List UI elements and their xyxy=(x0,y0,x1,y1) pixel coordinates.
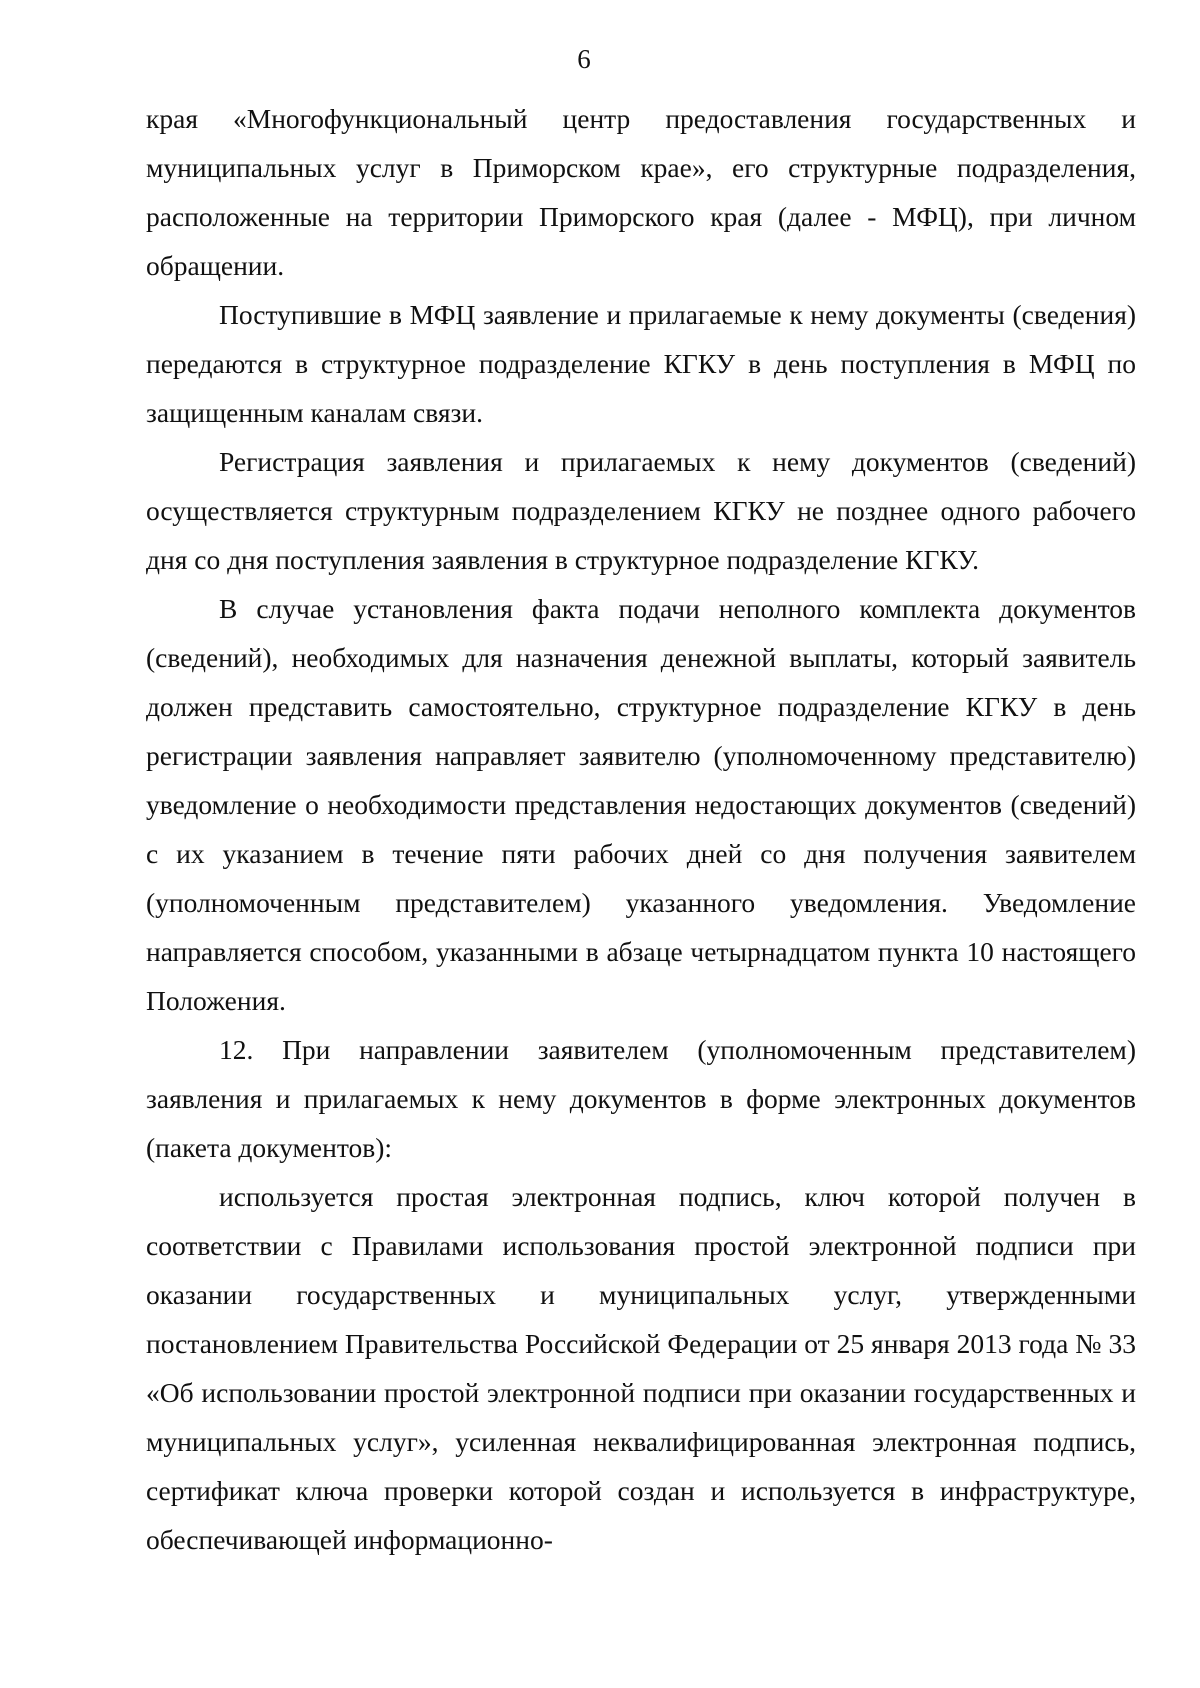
page-number: 6 xyxy=(577,44,591,74)
paragraph-electronic-signature: используется простая электронная подпись, ключ которой получен в соответствии с Правилами использования простой электронной подписи при оказании государственных и муниципальных услуг, утвержденными постановлением Правительства Российской Федерации от 25 января 2013 года № 33 «Об использовании простой электронной подписи при оказании государственных и муниципальных услуг», усиленная неквалифицированная электронная подпись, сертификат ключа проверки которой создан и используется в инфраструктуре, обеспечивающей информационно- xyxy=(146,1181,1136,1555)
paragraph-incomplete-documents: В случае установления факта подачи неполного комплекта документов (сведений), необходимых для назначения денежной выплаты, который заявитель должен представить самостоятельно, структурное подразделение КГКУ в день регистрации заявления направляет заявителю (уполномоченному представителю) уведомление о необходимости представления недостающих документов (сведений) с их указанием в течение пяти рабочих дней со дня получения заявителем (уполномоченным представителем) указанного уведомления. Уведомление направляется способом, указанными в абзаце четырнадцатом пункта 10 настоящего Положения. xyxy=(146,593,1136,1016)
document-body xyxy=(146,94,1136,1564)
paragraph-mfc-applicants: края «Многофункциональный центр предоставления государственных и муниципальных услуг в Приморском крае», его структурные подразделения, расположенные на территории Приморского края (далее - МФЦ), при личном обращении. xyxy=(146,103,1136,281)
paragraph-registration: Регистрация заявления и прилагаемых к нему документов (сведений) осуществляется структурным подразделением КГКУ не позднее одного рабочего дня со дня поступления заявления в структурное подразделение КГКУ. xyxy=(146,446,1136,575)
paragraph-mfc-transfer: Поступившие в МФЦ заявление и прилагаемые к нему документы (сведения) передаются в структурное подразделение КГКУ в день поступления в МФЦ по защищенным каналам связи. xyxy=(146,299,1136,428)
paragraph-item-12: 12. При направлении заявителем (уполномоченным представителем) заявления и прилагаемых к нему документов в форме электронных документов (пакета документов): xyxy=(146,1034,1136,1163)
